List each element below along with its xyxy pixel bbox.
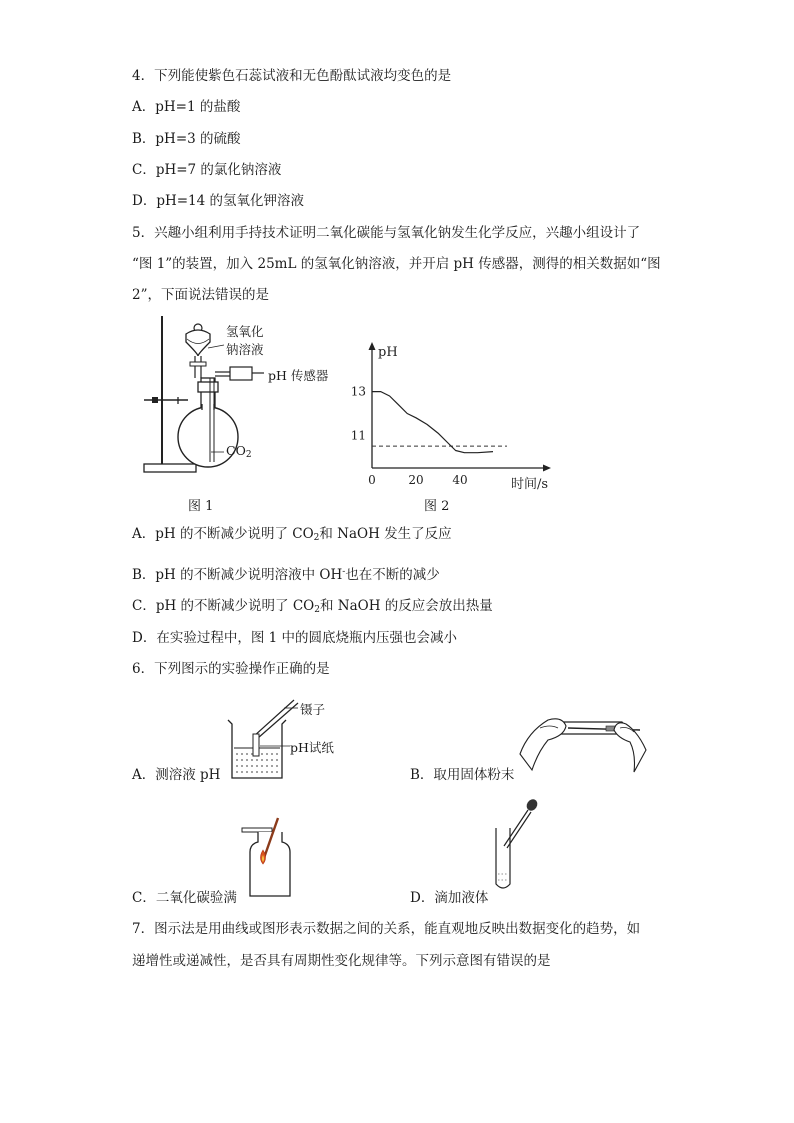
q5-option-a: A．pH 的不断减少说明了 $CO_2$和 NaOH 发生了反应 [132,526,452,543]
label-co2: $CO_2$ [226,443,252,460]
figure-6c-co2-bottle [238,814,298,898]
q5-option-c: C．pH 的不断减少说明了 $CO_2$和 NaOH 的反应会放出热量 [132,598,493,615]
q7-stem-line1: 7．图示法是用曲线或图形表示数据之间的关系，能直观地反映出数据变化的趋势，如 [132,921,641,937]
q6-option-b: B．取用固体粉末 [410,767,515,783]
label-ph-sensor: pH 传感器 [268,368,329,383]
figure-2-ph-chart [345,340,555,492]
figure-6b-powder-tube [518,710,648,776]
q5-stem-line1: 5．兴趣小组利用手持技术证明二氧化碳能与氢氧化钠发生化学反应，兴趣小组设计了 [132,225,641,241]
y-axis-arrow [369,342,376,350]
q4-option-d: D．pH=14 的氢氧化钾溶液 [132,193,305,209]
label-naoh-line1: 氢氧化 [226,324,264,339]
figure-6d-dropper-tube [490,796,542,896]
q4-stem: 4．下列能使紫色石蕊试液和无色酚酞试液均变色的是 [132,68,452,84]
figure-2-caption: 图 2 [424,499,450,514]
x-tick-label: 40 [452,473,468,487]
q6-option-c: C．二氧化碳验满 [132,890,237,906]
x-tick-label: 20 [408,473,424,487]
q7-stem-line2: 递增性或递减性，是否具有周期性变化规律等。下列示意图有错误的是 [132,953,551,969]
q5-option-d: D．在实验过程中，图 1 中的圆底烧瓶内压强也会减小 [132,630,457,646]
q4-option-a: A．pH=1 的盐酸 [132,99,241,115]
q5-option-b: B．pH 的不断减少说明溶液中 OH-也在不断的减少 [132,567,440,583]
label-naoh-line2: 钠溶液 [226,342,264,357]
q4-option-b: B．pH=3 的硫酸 [132,131,241,147]
x-axis-arrow [543,465,551,472]
y-axis-label: pH [378,345,398,360]
q6-option-d: D．滴加液体 [410,890,489,906]
q5-stem-line2: “图 1”的装置，加入 25mL 的氢氧化钠溶液，并开启 pH 传感器，测得的相关数据如“图 [132,256,661,272]
q6-stem: 6．下列图示的实验操作正确的是 [132,661,330,677]
y-tick-label: 13 [350,384,366,399]
label-tweezers: 镊子 [300,702,326,717]
ph-curve [372,392,493,453]
x-axis-label: 时间/s [511,477,549,492]
q4-option-c: C．pH=7 的氯化钠溶液 [132,162,282,178]
q6-option-a: A．测溶液 pH [132,767,221,783]
y-tick-label: 11 [350,428,366,443]
label-ph-paper: pH试纸 [290,740,334,755]
figure-1-caption: 图 1 [188,499,214,514]
q5-stem-line3: 2”，下面说法错误的是 [132,287,269,303]
x-tick-label: 0 [368,473,376,487]
